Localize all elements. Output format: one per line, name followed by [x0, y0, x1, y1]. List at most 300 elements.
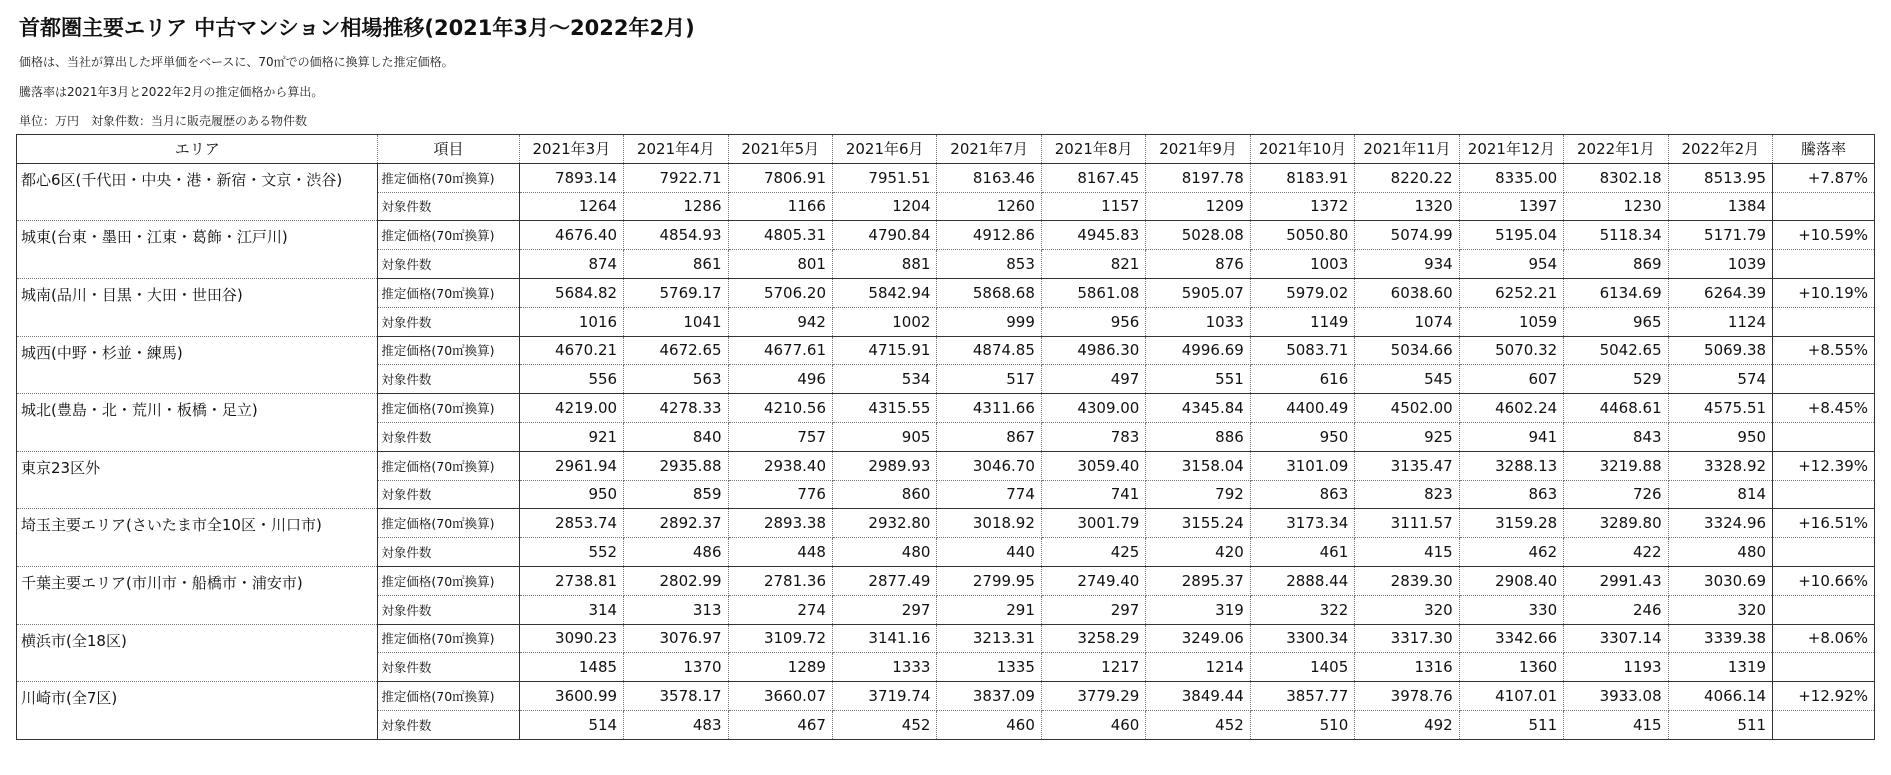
- count-cell: 1319: [1668, 653, 1772, 682]
- count-cell: 950: [1668, 422, 1772, 451]
- header-month: 2021年6月: [832, 135, 936, 164]
- count-cell: 921: [519, 422, 623, 451]
- price-cell: 4278.33: [624, 394, 728, 423]
- price-cell: 5028.08: [1146, 221, 1250, 250]
- price-cell: 4672.65: [624, 336, 728, 365]
- price-cell: 5069.38: [1668, 336, 1772, 365]
- price-cell: 3141.16: [832, 624, 936, 653]
- price-cell: 4790.84: [832, 221, 936, 250]
- price-cell: 5034.66: [1355, 336, 1459, 365]
- price-cell: 2989.93: [832, 451, 936, 480]
- price-cell: 7922.71: [624, 163, 728, 192]
- header-item: 項目: [378, 135, 519, 164]
- count-cell: 497: [1041, 365, 1145, 394]
- rate-empty-cell: [1773, 710, 1875, 739]
- price-cell: 3300.34: [1250, 624, 1354, 653]
- count-cell: 853: [937, 250, 1041, 279]
- item-label-count: 対象件数: [378, 710, 519, 739]
- price-cell: 3288.13: [1459, 451, 1563, 480]
- rate-empty-cell: [1773, 250, 1875, 279]
- count-cell: 415: [1355, 538, 1459, 567]
- count-cell: 1289: [728, 653, 832, 682]
- price-cell: 3155.24: [1146, 509, 1250, 538]
- count-cell: 452: [832, 710, 936, 739]
- item-label-price: 推定価格(70㎡換算): [378, 394, 519, 423]
- item-label-price: 推定価格(70㎡換算): [378, 336, 519, 365]
- count-cell: 905: [832, 422, 936, 451]
- price-cell: 4677.61: [728, 336, 832, 365]
- price-cell: 3018.92: [937, 509, 1041, 538]
- count-cell: 1485: [519, 653, 623, 682]
- count-cell: 1230: [1564, 192, 1668, 221]
- price-cell: 3213.31: [937, 624, 1041, 653]
- count-cell: 480: [1668, 538, 1772, 567]
- price-cell: 5905.07: [1146, 278, 1250, 307]
- count-cell: 1286: [624, 192, 728, 221]
- price-cell: 4502.00: [1355, 394, 1459, 423]
- price-cell: 3837.09: [937, 682, 1041, 711]
- count-cell: 452: [1146, 710, 1250, 739]
- price-cell: 3857.77: [1250, 682, 1354, 711]
- rate-empty-cell: [1773, 595, 1875, 624]
- price-cell: 5868.68: [937, 278, 1041, 307]
- price-cell: 4986.30: [1041, 336, 1145, 365]
- price-cell: 4400.49: [1250, 394, 1354, 423]
- page-title: 首都圏主要エリア 中古マンション相場推移(2021年3月～2022年2月): [19, 16, 695, 40]
- price-cell: 3173.34: [1250, 509, 1354, 538]
- count-cell: 1370: [624, 653, 728, 682]
- price-cell: 5706.20: [728, 278, 832, 307]
- rate-cell: +7.87%: [1773, 163, 1875, 192]
- header-month: 2022年2月: [1668, 135, 1772, 164]
- price-cell: 5050.80: [1250, 221, 1354, 250]
- rate-cell: +8.06%: [1773, 624, 1875, 653]
- count-cell: 320: [1668, 595, 1772, 624]
- area-name-cell: 都心6区(千代田・中央・港・新宿・文京・渋谷): [17, 163, 378, 221]
- header-month: 2021年9月: [1146, 135, 1250, 164]
- price-cell: 4315.55: [832, 394, 936, 423]
- count-cell: 1074: [1355, 307, 1459, 336]
- header-month: 2021年11月: [1355, 135, 1459, 164]
- price-cell: 3342.66: [1459, 624, 1563, 653]
- rate-empty-cell: [1773, 653, 1875, 682]
- item-label-count: 対象件数: [378, 250, 519, 279]
- count-cell: 511: [1459, 710, 1563, 739]
- count-cell: 860: [832, 480, 936, 509]
- table-row-price: [17, 682, 1875, 711]
- header-month: 2021年5月: [728, 135, 832, 164]
- price-cell: 5042.65: [1564, 336, 1668, 365]
- item-label-count: 対象件数: [378, 595, 519, 624]
- price-cell: 4345.84: [1146, 394, 1250, 423]
- price-cell: 7951.51: [832, 163, 936, 192]
- price-cell: 5979.02: [1250, 278, 1354, 307]
- count-cell: 1059: [1459, 307, 1563, 336]
- item-label-price: 推定価格(70㎡換算): [378, 221, 519, 250]
- count-cell: 552: [519, 538, 623, 567]
- price-cell: 4670.21: [519, 336, 623, 365]
- price-cell: 4066.14: [1668, 682, 1772, 711]
- count-cell: 1264: [519, 192, 623, 221]
- count-cell: 863: [1459, 480, 1563, 509]
- count-cell: 861: [624, 250, 728, 279]
- count-cell: 1320: [1355, 192, 1459, 221]
- price-cell: 8513.95: [1668, 163, 1772, 192]
- price-cell: 6264.39: [1668, 278, 1772, 307]
- rate-cell: +8.45%: [1773, 394, 1875, 423]
- table-row-price: [17, 336, 1875, 365]
- table-row-price: [17, 509, 1875, 538]
- price-cell: 3101.09: [1250, 451, 1354, 480]
- count-cell: 859: [624, 480, 728, 509]
- header-month: 2021年7月: [937, 135, 1041, 164]
- table-row-price: [17, 394, 1875, 423]
- count-cell: 774: [937, 480, 1041, 509]
- rate-cell: +12.39%: [1773, 451, 1875, 480]
- price-cell: 3933.08: [1564, 682, 1668, 711]
- header-area: エリア: [17, 135, 378, 164]
- price-cell: 3158.04: [1146, 451, 1250, 480]
- price-cell: 8167.45: [1041, 163, 1145, 192]
- count-cell: 1039: [1668, 250, 1772, 279]
- price-cell: 4676.40: [519, 221, 623, 250]
- price-cell: 3328.92: [1668, 451, 1772, 480]
- price-cell: 3307.14: [1564, 624, 1668, 653]
- table-row-price: [17, 163, 1875, 192]
- price-cell: 3978.76: [1355, 682, 1459, 711]
- header-month: 2021年10月: [1250, 135, 1354, 164]
- price-cell: 5118.34: [1564, 221, 1668, 250]
- price-cell: 3317.30: [1355, 624, 1459, 653]
- count-cell: 1002: [832, 307, 936, 336]
- count-cell: 616: [1250, 365, 1354, 394]
- count-cell: 821: [1041, 250, 1145, 279]
- area-name-cell: 城南(品川・目黒・大田・世田谷): [17, 278, 378, 336]
- price-cell: 2888.44: [1250, 566, 1354, 595]
- count-cell: 840: [624, 422, 728, 451]
- item-label-price: 推定価格(70㎡換算): [378, 509, 519, 538]
- price-cell: 3046.70: [937, 451, 1041, 480]
- price-cell: 4874.85: [937, 336, 1041, 365]
- price-cell: 5171.79: [1668, 221, 1772, 250]
- item-label-price: 推定価格(70㎡換算): [378, 451, 519, 480]
- rate-empty-cell: [1773, 192, 1875, 221]
- count-cell: 461: [1250, 538, 1354, 567]
- count-cell: 925: [1355, 422, 1459, 451]
- price-cell: 6252.21: [1459, 278, 1563, 307]
- count-cell: 869: [1564, 250, 1668, 279]
- count-cell: 941: [1459, 422, 1563, 451]
- item-label-count: 対象件数: [378, 480, 519, 509]
- rate-cell: +8.55%: [1773, 336, 1875, 365]
- price-cell: 8163.46: [937, 163, 1041, 192]
- price-cell: 4715.91: [832, 336, 936, 365]
- item-label-count: 対象件数: [378, 365, 519, 394]
- price-cell: 8335.00: [1459, 163, 1563, 192]
- count-cell: 462: [1459, 538, 1563, 567]
- area-name-cell: 城西(中野・杉並・練馬): [17, 336, 378, 394]
- price-cell: 3258.29: [1041, 624, 1145, 653]
- price-cell: 5769.17: [624, 278, 728, 307]
- table-row-price: [17, 451, 1875, 480]
- count-cell: 510: [1250, 710, 1354, 739]
- rate-empty-cell: [1773, 422, 1875, 451]
- price-cell: 2853.74: [519, 509, 623, 538]
- header-month: 2021年3月: [519, 135, 623, 164]
- count-cell: 843: [1564, 422, 1668, 451]
- table-header-row: [17, 135, 1875, 164]
- count-cell: 954: [1459, 250, 1563, 279]
- count-cell: 881: [832, 250, 936, 279]
- count-cell: 467: [728, 710, 832, 739]
- price-cell: 2749.40: [1041, 566, 1145, 595]
- price-cell: 4996.69: [1146, 336, 1250, 365]
- count-cell: 563: [624, 365, 728, 394]
- count-cell: 486: [624, 538, 728, 567]
- price-cell: 5083.71: [1250, 336, 1354, 365]
- header-month: 2021年4月: [624, 135, 728, 164]
- price-cell: 7806.91: [728, 163, 832, 192]
- count-cell: 511: [1668, 710, 1772, 739]
- count-cell: 1209: [1146, 192, 1250, 221]
- count-cell: 956: [1041, 307, 1145, 336]
- price-cell: 5195.04: [1459, 221, 1563, 250]
- price-cell: 4210.56: [728, 394, 832, 423]
- count-cell: 1316: [1355, 653, 1459, 682]
- count-cell: 1193: [1564, 653, 1668, 682]
- count-cell: 448: [728, 538, 832, 567]
- price-cell: 2935.88: [624, 451, 728, 480]
- price-cell: 3849.44: [1146, 682, 1250, 711]
- price-cell: 2799.95: [937, 566, 1041, 595]
- table-row-price: [17, 278, 1875, 307]
- price-cell: 6038.60: [1355, 278, 1459, 307]
- price-cell: 3249.06: [1146, 624, 1250, 653]
- price-cell: 2781.36: [728, 566, 832, 595]
- area-name-cell: 川崎市(全7区): [17, 682, 378, 740]
- price-cell: 2892.37: [624, 509, 728, 538]
- rate-empty-cell: [1773, 538, 1875, 567]
- count-cell: 319: [1146, 595, 1250, 624]
- price-cell: 4602.24: [1459, 394, 1563, 423]
- count-cell: 274: [728, 595, 832, 624]
- price-cell: 4945.83: [1041, 221, 1145, 250]
- count-cell: 313: [624, 595, 728, 624]
- price-cell: 8183.91: [1250, 163, 1354, 192]
- rate-empty-cell: [1773, 365, 1875, 394]
- count-cell: 551: [1146, 365, 1250, 394]
- count-cell: 886: [1146, 422, 1250, 451]
- count-cell: 574: [1668, 365, 1772, 394]
- price-cell: 5842.94: [832, 278, 936, 307]
- rate-empty-cell: [1773, 480, 1875, 509]
- price-cell: 3324.96: [1668, 509, 1772, 538]
- price-cell: 2932.80: [832, 509, 936, 538]
- count-cell: 783: [1041, 422, 1145, 451]
- price-cell: 2738.81: [519, 566, 623, 595]
- count-cell: 1360: [1459, 653, 1563, 682]
- price-cell: 5074.99: [1355, 221, 1459, 250]
- price-cell: 3289.80: [1564, 509, 1668, 538]
- area-name-cell: 横浜市(全18区): [17, 624, 378, 682]
- count-cell: 1157: [1041, 192, 1145, 221]
- count-cell: 867: [937, 422, 1041, 451]
- price-cell: 2991.43: [1564, 566, 1668, 595]
- area-name-cell: 埼玉主要エリア(さいたま市全10区・川口市): [17, 509, 378, 567]
- count-cell: 876: [1146, 250, 1250, 279]
- price-cell: 2893.38: [728, 509, 832, 538]
- count-cell: 999: [937, 307, 1041, 336]
- item-label-count: 対象件数: [378, 538, 519, 567]
- count-cell: 556: [519, 365, 623, 394]
- count-cell: 942: [728, 307, 832, 336]
- price-cell: 4854.93: [624, 221, 728, 250]
- count-cell: 297: [832, 595, 936, 624]
- price-cell: 8220.22: [1355, 163, 1459, 192]
- count-cell: 1372: [1250, 192, 1354, 221]
- count-cell: 1166: [728, 192, 832, 221]
- price-cell: 3030.69: [1668, 566, 1772, 595]
- market-price-table: [16, 134, 1875, 740]
- table-row-price: [17, 624, 1875, 653]
- count-cell: 534: [832, 365, 936, 394]
- count-cell: 934: [1355, 250, 1459, 279]
- count-cell: 415: [1564, 710, 1668, 739]
- price-cell: 5861.08: [1041, 278, 1145, 307]
- count-cell: 1033: [1146, 307, 1250, 336]
- count-cell: 726: [1564, 480, 1668, 509]
- count-cell: 425: [1041, 538, 1145, 567]
- count-cell: 480: [832, 538, 936, 567]
- area-name-cell: 千葉主要エリア(市川市・船橋市・浦安市): [17, 566, 378, 624]
- price-cell: 2938.40: [728, 451, 832, 480]
- price-cell: 3719.74: [832, 682, 936, 711]
- table-row-price: [17, 221, 1875, 250]
- price-cell: 3135.47: [1355, 451, 1459, 480]
- count-cell: 514: [519, 710, 623, 739]
- item-label-price: 推定価格(70㎡換算): [378, 682, 519, 711]
- count-cell: 874: [519, 250, 623, 279]
- count-cell: 607: [1459, 365, 1563, 394]
- count-cell: 1260: [937, 192, 1041, 221]
- header-month: 2021年12月: [1459, 135, 1563, 164]
- price-cell: 4311.66: [937, 394, 1041, 423]
- count-cell: 1335: [937, 653, 1041, 682]
- price-cell: 3076.97: [624, 624, 728, 653]
- price-cell: 3578.17: [624, 682, 728, 711]
- price-cell: 7893.14: [519, 163, 623, 192]
- item-label-count: 対象件数: [378, 192, 519, 221]
- count-cell: 1041: [624, 307, 728, 336]
- area-name-cell: 城東(台東・墨田・江東・葛飾・江戸川): [17, 221, 378, 279]
- count-cell: 246: [1564, 595, 1668, 624]
- count-cell: 1217: [1041, 653, 1145, 682]
- count-cell: 776: [728, 480, 832, 509]
- price-cell: 2839.30: [1355, 566, 1459, 595]
- price-cell: 2877.49: [832, 566, 936, 595]
- price-cell: 3059.40: [1041, 451, 1145, 480]
- count-cell: 517: [937, 365, 1041, 394]
- count-cell: 297: [1041, 595, 1145, 624]
- price-cell: 4309.00: [1041, 394, 1145, 423]
- count-cell: 950: [1250, 422, 1354, 451]
- item-label-price: 推定価格(70㎡換算): [378, 163, 519, 192]
- price-cell: 4805.31: [728, 221, 832, 250]
- count-cell: 545: [1355, 365, 1459, 394]
- price-cell: 2802.99: [624, 566, 728, 595]
- table-row-price: [17, 566, 1875, 595]
- count-cell: 1124: [1668, 307, 1772, 336]
- count-cell: 757: [728, 422, 832, 451]
- count-cell: 1016: [519, 307, 623, 336]
- item-label-count: 対象件数: [378, 653, 519, 682]
- count-cell: 1214: [1146, 653, 1250, 682]
- count-cell: 1384: [1668, 192, 1772, 221]
- count-cell: 496: [728, 365, 832, 394]
- price-cell: 3001.79: [1041, 509, 1145, 538]
- count-cell: 1405: [1250, 653, 1354, 682]
- price-cell: 8302.18: [1564, 163, 1668, 192]
- table-body: [17, 163, 1875, 739]
- count-cell: 460: [937, 710, 1041, 739]
- note-units: 単位：万円 対象件数：当月に販売履歴のある物件数: [19, 114, 308, 128]
- price-cell: 4912.86: [937, 221, 1041, 250]
- count-cell: 460: [1041, 710, 1145, 739]
- price-cell: 3339.38: [1668, 624, 1772, 653]
- count-cell: 823: [1355, 480, 1459, 509]
- price-cell: 3779.29: [1041, 682, 1145, 711]
- area-name-cell: 城北(豊島・北・荒川・板橋・足立): [17, 394, 378, 452]
- rate-cell: +10.19%: [1773, 278, 1875, 307]
- note-rate-definition: 騰落率は2021年3月と2022年2月の推定価格から算出。: [19, 85, 324, 99]
- count-cell: 801: [728, 250, 832, 279]
- price-cell: 4468.61: [1564, 394, 1668, 423]
- count-cell: 320: [1355, 595, 1459, 624]
- rate-cell: +16.51%: [1773, 509, 1875, 538]
- count-cell: 440: [937, 538, 1041, 567]
- price-cell: 2895.37: [1146, 566, 1250, 595]
- count-cell: 1204: [832, 192, 936, 221]
- item-label-count: 対象件数: [378, 307, 519, 336]
- note-price-definition: 価格は、当社が算出した坪単価をベースに、70㎡での価格に換算した推定価格。: [19, 55, 454, 69]
- price-cell: 3109.72: [728, 624, 832, 653]
- item-label-price: 推定価格(70㎡換算): [378, 624, 519, 653]
- price-cell: 2961.94: [519, 451, 623, 480]
- price-cell: 4575.51: [1668, 394, 1772, 423]
- count-cell: 330: [1459, 595, 1563, 624]
- price-cell: 4219.00: [519, 394, 623, 423]
- price-cell: 3600.99: [519, 682, 623, 711]
- count-cell: 792: [1146, 480, 1250, 509]
- count-cell: 1397: [1459, 192, 1563, 221]
- price-cell: 5684.82: [519, 278, 623, 307]
- item-label-count: 対象件数: [378, 422, 519, 451]
- price-cell: 4107.01: [1459, 682, 1563, 711]
- rate-cell: +10.59%: [1773, 221, 1875, 250]
- count-cell: 863: [1250, 480, 1354, 509]
- price-cell: 3159.28: [1459, 509, 1563, 538]
- price-cell: 3111.57: [1355, 509, 1459, 538]
- rate-empty-cell: [1773, 307, 1875, 336]
- rate-cell: +12.92%: [1773, 682, 1875, 711]
- price-cell: 8197.78: [1146, 163, 1250, 192]
- header-month: 2022年1月: [1564, 135, 1668, 164]
- count-cell: 741: [1041, 480, 1145, 509]
- count-cell: 422: [1564, 538, 1668, 567]
- rate-cell: +10.66%: [1773, 566, 1875, 595]
- price-cell: 5070.32: [1459, 336, 1563, 365]
- price-cell: 3090.23: [519, 624, 623, 653]
